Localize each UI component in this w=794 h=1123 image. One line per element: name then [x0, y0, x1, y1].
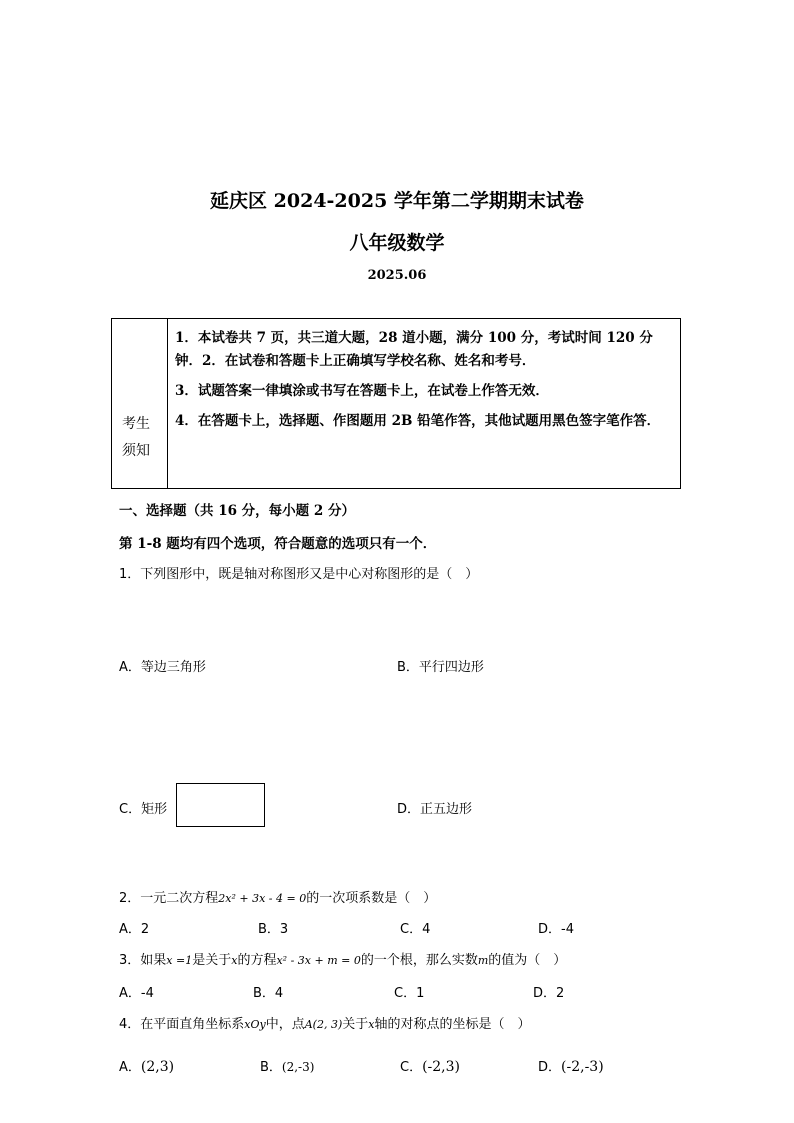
q3-text-2: 是关于 — [192, 953, 232, 968]
q4-option-d-label: D． — [538, 1060, 562, 1075]
q4-option-b — [260, 1056, 314, 1075]
q3-text-4: 的一个根，那么实数 — [360, 953, 478, 968]
section-instruction: 第 1-8 题均有四个选项，符合题意的选项只有一个． — [119, 536, 437, 552]
q4-math-3: x — [368, 1018, 375, 1031]
notice-label-cell — [112, 319, 168, 488]
q4-option-b-value: (2,-3) — [281, 1060, 315, 1074]
q3-math-1: x =1 — [166, 954, 193, 967]
q3-text-3: 的方程 — [237, 953, 277, 968]
notice-rule-3: 3．试题答案一律填涂或书写在答题卡上，在试卷上作答无效． — [175, 383, 549, 399]
q1-option-d: D．正五边形 — [397, 802, 473, 817]
exam-date: 2025.06 — [367, 268, 427, 283]
q4-text-1: 4．在平面直角坐标系 — [119, 1017, 245, 1032]
q4-math-1: xOy — [244, 1018, 266, 1031]
q2-equation: 2x² + 3x - 4 = 0 — [218, 892, 307, 905]
q4-option-d-value: (-2,-3) — [561, 1059, 604, 1075]
notice-rules — [175, 327, 675, 440]
q2-option-d: D．-4 — [538, 922, 574, 937]
q4-option-b-label: B． — [260, 1060, 282, 1075]
exam-subject: 八年级数学 — [349, 232, 445, 254]
q3-stem — [119, 949, 566, 968]
q4-text-2: 中，点 — [265, 1017, 305, 1032]
notice-label-line1: 考生 — [122, 416, 150, 432]
q3-math-4: m — [477, 954, 489, 967]
q1-option-a: A．等边三角形 — [119, 660, 206, 675]
q1-option-c: C．矩形 — [119, 802, 168, 817]
q4-option-c-label: C． — [400, 1060, 423, 1075]
q3-option-a: A．-4 — [119, 986, 154, 1001]
q4-option-a-value: (2,3) — [140, 1059, 175, 1075]
q3-option-b: B．4 — [253, 986, 284, 1001]
q4-math-2: A(2, 3) — [304, 1018, 343, 1031]
section-heading: 一、选择题（共 16 分，每小题 2 分） — [119, 503, 355, 519]
q2-stem-pre: 2．一元二次方程 — [119, 891, 219, 906]
q4-option-a-label: A． — [119, 1060, 141, 1075]
rectangle-figure — [176, 783, 265, 827]
q3-math-3: x² - 3x + m = 0 — [276, 954, 361, 967]
q4-option-c-value: (-2,3) — [422, 1059, 460, 1075]
notice-rule-4: 4．在答题卡上，选择题、作图题用 2B 铅笔作答，其他试题用黑色签字笔作答． — [175, 413, 661, 429]
q2-option-b: B．3 — [258, 922, 289, 937]
notice-label — [122, 411, 158, 465]
exam-notice-table — [111, 318, 681, 489]
notice-rule-1: 1．本试卷共 7 页，共三道大题，28 道小题，满分 100 分，考试时间 120 分钟．2．在试卷和答题卡上正确填写学校名称、姓名和考号． — [175, 330, 653, 369]
q1-stem: 1．下列图形中，既是轴对称图形又是中心对称图形的是（ ） — [119, 567, 479, 582]
q4-stem — [119, 1013, 531, 1032]
q2-stem — [119, 887, 436, 906]
q4-text-4: 轴的对称点的坐标是（ ） — [374, 1017, 531, 1032]
q3-option-d: D．2 — [533, 986, 565, 1001]
q3-math-2: x — [231, 954, 238, 967]
q2-option-c: C．4 — [400, 922, 431, 937]
q2-stem-post: 的一次项系数是（ ） — [306, 891, 437, 906]
q1-option-b: B．平行四边形 — [397, 660, 484, 675]
q2-option-a: A．2 — [119, 922, 150, 937]
notice-label-line2: 须知 — [122, 443, 150, 459]
exam-title: 延庆区 2024-2025 学年第二学期期末试卷 — [210, 190, 584, 212]
q4-option-d — [538, 1056, 604, 1075]
q3-option-c: C．1 — [394, 986, 425, 1001]
q3-text-5: 的值为（ ） — [488, 953, 567, 968]
q4-text-3: 关于 — [342, 1017, 369, 1032]
q3-text-1: 3．如果 — [119, 953, 167, 968]
q4-option-a — [119, 1056, 174, 1075]
q4-option-c — [400, 1056, 460, 1075]
